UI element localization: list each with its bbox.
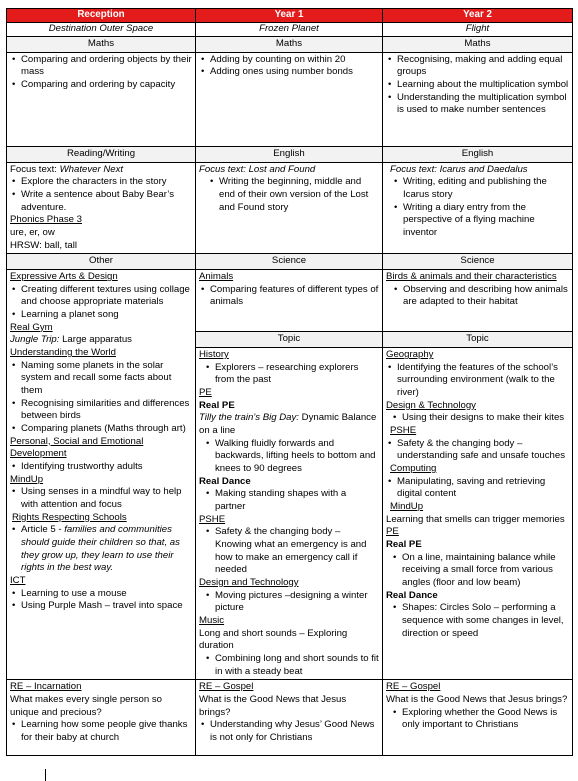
re-question: What is the Good News that Jesus brings?: [386, 693, 568, 705]
cell-reception-other: [7, 270, 196, 680]
list-item: • Writing a diary entry from the perspective of a flying machine inventor: [403, 202, 569, 240]
list-item: • Combining long and short sounds to fit in with a steady beat: [215, 653, 379, 678]
subject-year2-english: English: [383, 146, 573, 162]
re-question: What is the Good News that Jesus brings?: [199, 693, 347, 718]
list-item: • Manipulating, saving and retrieving digital content: [397, 476, 569, 501]
subject-reception-other: Other: [7, 254, 196, 270]
computing-heading: Computing: [390, 463, 437, 475]
utw-heading: Understanding the World: [10, 347, 116, 359]
list-item: • Learning to use a mouse: [21, 588, 192, 601]
subject-year1-maths: Maths: [196, 36, 383, 52]
list-item: • Safety & the changing body – Knowing what an emergency is and how to make an emergency call if needed: [215, 526, 379, 577]
cell-reception-maths: [7, 52, 196, 146]
subject-year1-english: English: [196, 146, 383, 162]
cell-reception-reading: [7, 162, 196, 254]
list-item: • Recognising, making and adding equal groups: [397, 54, 569, 79]
psed-heading: Personal, Social and Emotional Development: [10, 435, 144, 460]
list-item: • Learning how some people give thanks for their baby at church: [21, 719, 192, 744]
list-item: • Observing and describing how animals are adapted to their habitat: [403, 284, 569, 309]
cell-year1-re: [196, 680, 383, 756]
rrs-heading: Rights Respecting Schools: [12, 511, 127, 523]
re-heading: RE – Incarnation: [10, 681, 82, 693]
music-heading: Music: [199, 614, 225, 626]
phonics-heading: Phonics Phase 3: [10, 214, 82, 226]
realpe-text: Tilly the train’s Big Day: Dynamic Balance on a line: [199, 412, 377, 437]
list-item: • Shapes: Circles Solo – performing a sequence with some changes in level, direction or speed: [402, 602, 569, 640]
subject-year2-maths: Maths: [383, 36, 573, 52]
focus-text: Focus text: Icarus and Daedalus: [390, 163, 528, 175]
list-item: • Understanding the multiplication symbol is used to make number sentences: [397, 92, 569, 117]
list-item: • On a line, maintaining balance while receiving a small force from various angles (floor and low beam): [402, 552, 569, 590]
re-heading: RE – Gospel: [199, 681, 254, 693]
re-content-row: [7, 680, 573, 756]
list-item: • Making standing shapes with a partner: [215, 488, 379, 513]
list-item: • Using Purple Mash – travel into space: [21, 600, 192, 613]
header-year2: Year 2: [383, 9, 573, 23]
list-item: • Comparing features of different types of animals: [210, 284, 379, 309]
theme-reception: Destination Outer Space: [7, 22, 196, 36]
geography-heading: Geography: [386, 349, 434, 361]
list-item: • Creating different textures using collage and choose appropriate materials: [21, 284, 192, 309]
english-subject-row: [7, 146, 573, 162]
cell-year1-maths: [196, 52, 383, 146]
list-item: • Identifying the features of the school’s surrounding environment (walk to the river): [397, 362, 569, 400]
cell-year2-topic: [383, 348, 573, 680]
list-item: • Learning about the multiplication symbol: [397, 79, 569, 92]
header-year1: Year 1: [196, 9, 383, 23]
pshe-heading: PSHE: [390, 425, 417, 437]
theme-row: [7, 22, 573, 36]
science-heading: Birds & animals and their characteristics: [386, 271, 557, 283]
theme-year1: Frozen Planet: [196, 22, 383, 36]
list-item: • Using senses in a mindful way to help with attention and focus: [21, 486, 192, 511]
mindup-heading: MindUp: [10, 473, 44, 485]
list-item: • Walking fluidly forwards and backwards, lifting heels to bottom and knees to 90 degrees: [215, 438, 379, 476]
subject-year2-topic: Topic: [383, 332, 573, 348]
list-item: • Writing, editing and publishing the Icarus story: [403, 176, 569, 201]
cell-reception-re: [7, 680, 196, 756]
re-question: What makes every single person so unique and precious?: [10, 693, 162, 718]
list-item: • Exploring whether the Good News is only important to Christians: [402, 707, 569, 732]
list-item: • Identifying trustworthy adults: [21, 461, 192, 474]
english-content-row: [7, 162, 573, 254]
curriculum-table: [6, 8, 573, 756]
hrsw-words: HRSW: ball, tall: [10, 239, 77, 251]
maths-subject-row: [7, 36, 573, 52]
list-item: • Article 5 - families and communities should guide their children so that, as they grow up, they learn to use their rights in the best way.: [21, 524, 192, 575]
pe-heading: PE: [386, 526, 399, 538]
mindup-heading: MindUp: [390, 501, 424, 513]
subject-year1-topic: Topic: [196, 332, 383, 348]
pe-heading: PE: [199, 387, 212, 399]
maths-content-row: [7, 52, 573, 146]
cell-year2-re: [383, 680, 573, 756]
list-item: • Naming some planets in the solar system and recall some facts about them: [21, 360, 192, 398]
dance-heading: Real Dance: [199, 475, 251, 487]
list-item: • Adding ones using number bonds: [210, 66, 379, 79]
dance-heading: Real Dance: [386, 589, 438, 601]
cell-year1-topic: [196, 348, 383, 680]
gym-text: Jungle Trip: Large apparatus: [10, 334, 132, 346]
cell-year1-english: [196, 162, 383, 254]
cell-year2-english: [383, 162, 573, 254]
focus-text: Focus text: Whatever Next: [10, 163, 124, 175]
cell-year1-science: [196, 270, 383, 332]
list-item: • Learning a planet song: [21, 309, 192, 322]
dt-heading: Design & Technology: [386, 399, 476, 411]
list-item: • Moving pictures –designing a winter picture: [215, 590, 379, 615]
theme-year2: Flight: [383, 22, 573, 36]
focus-text: Focus text: Lost and Found: [199, 163, 316, 175]
science-content-row: [7, 270, 573, 332]
list-item: • Adding by counting on within 20: [210, 54, 379, 67]
science-heading: Animals: [199, 271, 234, 283]
pshe-heading: PSHE: [199, 513, 226, 525]
realpe-heading: Real PE: [199, 399, 235, 411]
phonics-sounds: ure, er, ow: [10, 226, 55, 238]
list-item: • Comparing and ordering objects by their mass: [21, 54, 192, 79]
list-item: • Explore the characters in the story: [21, 176, 192, 189]
list-item: • Understanding why Jesus’ Good News is not only for Christians: [210, 719, 379, 744]
subject-year1-science: Science: [196, 254, 383, 270]
cell-year2-maths: [383, 52, 573, 146]
list-item: • Comparing and ordering by capacity: [21, 79, 192, 92]
list-item: • Using their designs to make their kites: [402, 412, 569, 425]
subject-year2-science: Science: [383, 254, 573, 270]
list-item: • Explorers – researching explorers from the past: [215, 362, 379, 387]
page-edge-mark: [45, 769, 46, 781]
subject-reception-maths: Maths: [7, 36, 196, 52]
ead-heading: Expressive Arts & Design: [10, 271, 118, 283]
cell-year2-science: [383, 270, 573, 332]
list-item: • Writing the beginning, middle and end of their own version of the Lost and Found story: [219, 176, 379, 214]
header-row: [7, 9, 573, 23]
list-item: • Safety & the changing body – understanding safe and unsafe touches: [397, 438, 569, 463]
dt-heading: Design and Technology: [199, 576, 299, 588]
list-item: • Comparing planets (Maths through art): [21, 423, 192, 436]
music-text: Long and short sounds – Exploring duration: [199, 627, 348, 652]
other-subject-row: [7, 254, 573, 270]
subject-reception-reading: Reading/Writing: [7, 146, 196, 162]
re-heading: RE – Gospel: [386, 681, 441, 693]
list-item: • Write a sentence about Baby Bear’s adventure.: [21, 189, 192, 214]
list-item: • Recognising similarities and differences between birds: [21, 398, 192, 423]
gym-heading: Real Gym: [10, 321, 53, 333]
mindup-text: Learning that smells can trigger memories: [386, 513, 565, 525]
history-heading: History: [199, 349, 229, 361]
realpe-heading: Real PE: [386, 539, 422, 551]
header-reception: Reception: [7, 9, 196, 23]
ict-heading: ICT: [10, 574, 26, 586]
